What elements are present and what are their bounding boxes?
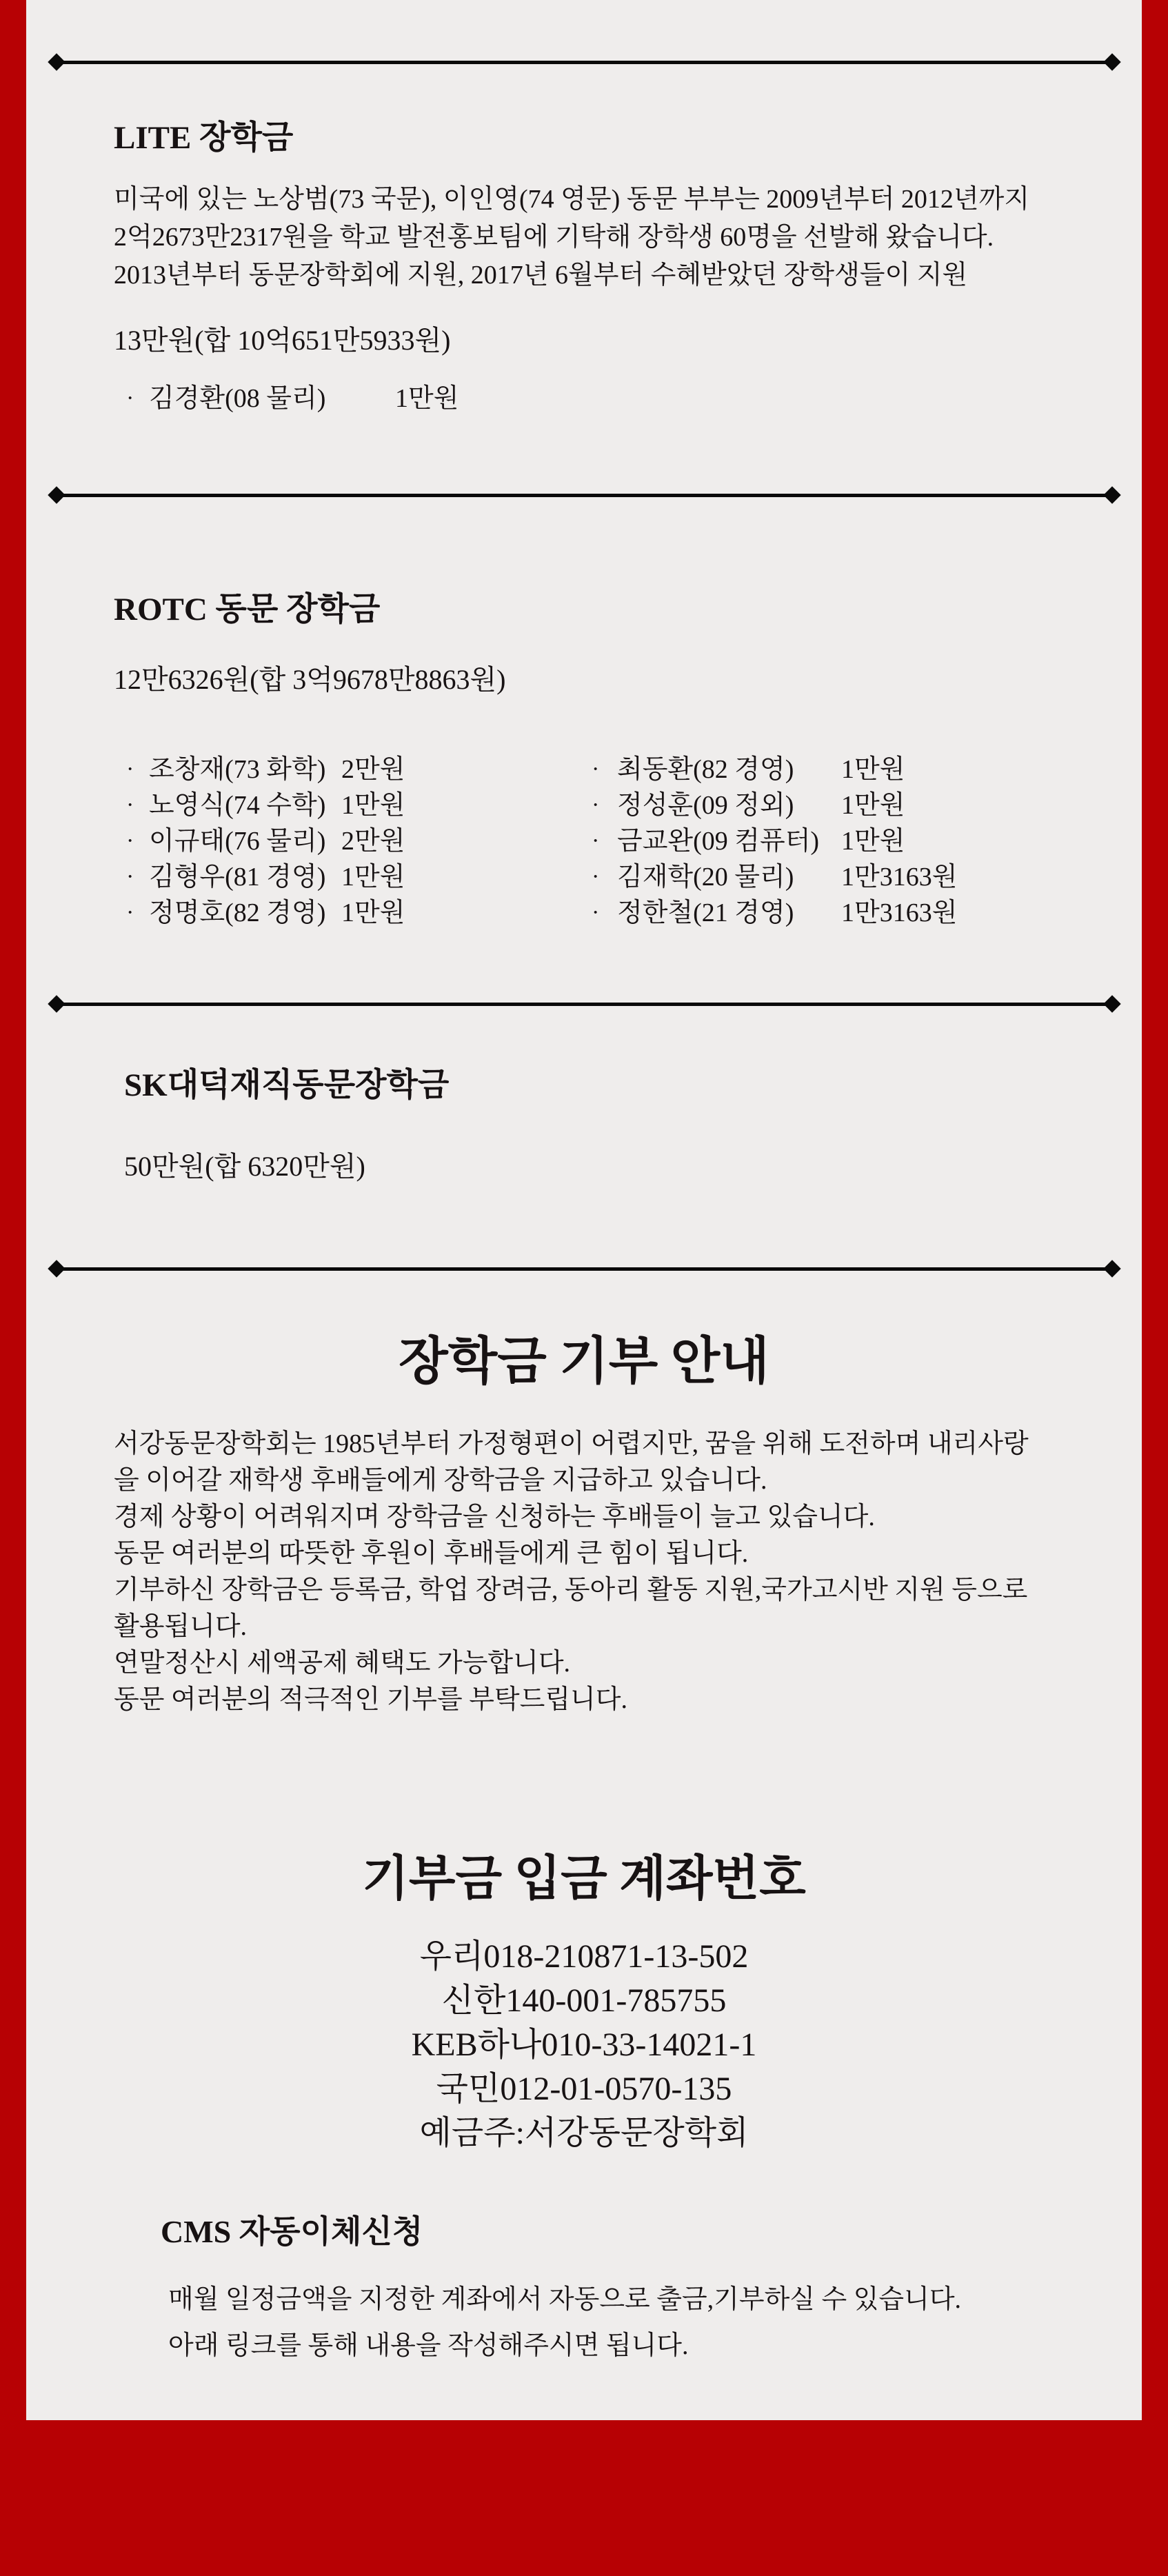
- donor-row: [592, 787, 957, 823]
- donor-row: [126, 381, 459, 416]
- donor-row: [126, 823, 405, 859]
- paragraph-line: 서강동문장학회는 1985년부터 가정형편이 어렵지만, 꿈을 위해 도전하며 내리사랑: [114, 1429, 1029, 1458]
- account-line: KEB하나010-33-14021-1: [411, 2026, 757, 2063]
- bullet-icon: ·: [126, 756, 134, 782]
- cms-section-title: CMS 자동이체신청: [161, 2214, 423, 2249]
- donor-row: [592, 859, 957, 895]
- divider-line: [54, 1267, 1115, 1271]
- donor-amount: 1만원: [341, 791, 405, 820]
- divider-line: [54, 61, 1115, 64]
- section-divider: [48, 1260, 1120, 1278]
- paragraph-line: 경제 상황이 어려워지며 장학금을 신청하는 후배들이 늘고 있습니다.: [114, 1502, 875, 1531]
- bullet-icon: ·: [592, 900, 600, 925]
- paragraph-line: 을 이어갈 재학생 후배들에게 장학금을 지급하고 있습니다.: [114, 1466, 767, 1495]
- paragraph-line: 매월 일정금액을 지정한 계좌에서 자동으로 출금,기부하실 수 있습니다.: [168, 2285, 962, 2314]
- donor-amount: 2만원: [341, 827, 405, 856]
- lite-section-title: LITE 장학금: [114, 120, 294, 156]
- bullet-icon: ·: [592, 792, 600, 818]
- paragraph-line: 아래 링크를 통해 내용을 작성해주시면 됩니다.: [168, 2331, 689, 2360]
- donor-name: 조창재(73 화학): [149, 755, 326, 784]
- divider-line: [54, 494, 1115, 497]
- donor-name: 정한철(21 경영): [617, 898, 794, 927]
- donor-row: [126, 895, 405, 931]
- bullet-icon: ·: [592, 828, 600, 854]
- donor-amount: 1만3163원: [841, 898, 958, 927]
- bullet-icon: ·: [592, 864, 600, 889]
- donor-amount: 1만원: [395, 384, 459, 413]
- donor-name: 김경환(08 물리): [149, 384, 326, 413]
- account-line: 우리018-210871-13-502: [419, 1938, 749, 1975]
- donor-amount: 1만원: [341, 898, 405, 927]
- donor-row: [126, 752, 405, 787]
- paragraph-line: 연말정산시 세액공제 혜택도 가능합니다.: [114, 1649, 571, 1678]
- section-divider: [48, 53, 1120, 71]
- bullet-icon: ·: [126, 385, 134, 411]
- donor-name: 정명호(82 경영): [149, 898, 326, 927]
- section-divider: [48, 995, 1120, 1013]
- donor-amount: 2만원: [341, 755, 405, 784]
- paragraph-line: 활용됩니다.: [114, 1612, 248, 1641]
- lite-paragraph: [114, 181, 1029, 294]
- donor-row: [592, 752, 957, 787]
- divider-line: [54, 1003, 1115, 1006]
- section-divider: [48, 486, 1120, 504]
- donor-name: 김형우(81 경영): [149, 863, 326, 892]
- account-number-list: [26, 1935, 1142, 2155]
- sk-amount-line: 50만원(합 6320만원): [124, 1151, 365, 1182]
- donor-amount: 1만원: [341, 863, 405, 892]
- bullet-icon: ·: [126, 864, 134, 889]
- bottom-red-band: [0, 2420, 1168, 2576]
- donor-name: 이규태(76 물리): [149, 827, 326, 856]
- paragraph-line: 동문 여러분의 적극적인 기부를 부탁드립니다.: [114, 1685, 627, 1714]
- donor-row: [126, 859, 405, 895]
- account-line: 신한140-001-785755: [441, 1982, 727, 2019]
- diamond-icon: [1103, 995, 1120, 1012]
- donor-amount: 1만3163원: [841, 863, 958, 892]
- donation-guide-paragraph: [114, 1426, 1029, 1718]
- sk-section-title: SK대덕재직동문장학금: [124, 1067, 450, 1103]
- bullet-icon: ·: [126, 900, 134, 925]
- paragraph-line: 2억2673만2317원을 학교 발전홍보팀에 기탁해 장학생 60명을 선발해 왔습니다.: [114, 223, 994, 252]
- paragraph-line: 기부하신 장학금은 등록금, 학업 장려금, 동아리 활동 지원,국가고시반 지원 등으로: [114, 1576, 1028, 1604]
- donor-row: [126, 787, 405, 823]
- lite-amount-line: 13만원(합 10억651만5933원): [114, 325, 451, 356]
- rotc-donor-column-right: [592, 752, 957, 931]
- diamond-icon: [1103, 486, 1120, 503]
- content-card: [26, 0, 1142, 2420]
- diamond-icon: [1103, 53, 1120, 70]
- donor-name: 금교완(09 컴퓨터): [617, 827, 820, 856]
- rotc-section-title: ROTC 동문 장학금: [114, 592, 381, 627]
- donation-guide-title: 장학금 기부 안내: [399, 1334, 769, 1390]
- account-line: 국민012-01-0570-135: [436, 2071, 732, 2107]
- rotc-amount-line: 12만6326원(합 3억9678만8863원): [114, 664, 506, 695]
- paragraph-line: 동문 여러분의 따뜻한 후원이 후배들에게 큰 힘이 됩니다.: [114, 1539, 749, 1568]
- donor-amount: 1만원: [841, 791, 905, 820]
- cms-paragraph: [168, 2277, 961, 2369]
- donor-row: [592, 823, 957, 859]
- bullet-icon: ·: [592, 756, 600, 782]
- account-line: 예금주:서강동문장학회: [419, 2115, 749, 2151]
- donor-name: 정성훈(09 정외): [617, 791, 794, 820]
- donor-row: [592, 895, 957, 931]
- donor-amount: 1만원: [841, 827, 905, 856]
- diamond-icon: [1103, 1260, 1120, 1277]
- rotc-donor-column-left: [126, 752, 405, 931]
- paragraph-line: 미국에 있는 노상범(73 국문), 이인영(74 영문) 동문 부부는 2009년부터 2012년까지: [114, 185, 1030, 214]
- paragraph-line: 2013년부터 동문장학회에 지원, 2017년 6월부터 수혜받았던 장학생들이 지원: [114, 261, 968, 290]
- donor-amount: 1만원: [841, 755, 905, 784]
- bullet-icon: ·: [126, 792, 134, 818]
- account-section-title: 기부금 입금 계좌번호: [362, 1853, 806, 1906]
- donor-name: 김재학(20 물리): [617, 863, 794, 892]
- donor-name: 최동환(82 경영): [617, 755, 794, 784]
- bullet-icon: ·: [126, 828, 134, 854]
- donor-name: 노영식(74 수학): [149, 791, 326, 820]
